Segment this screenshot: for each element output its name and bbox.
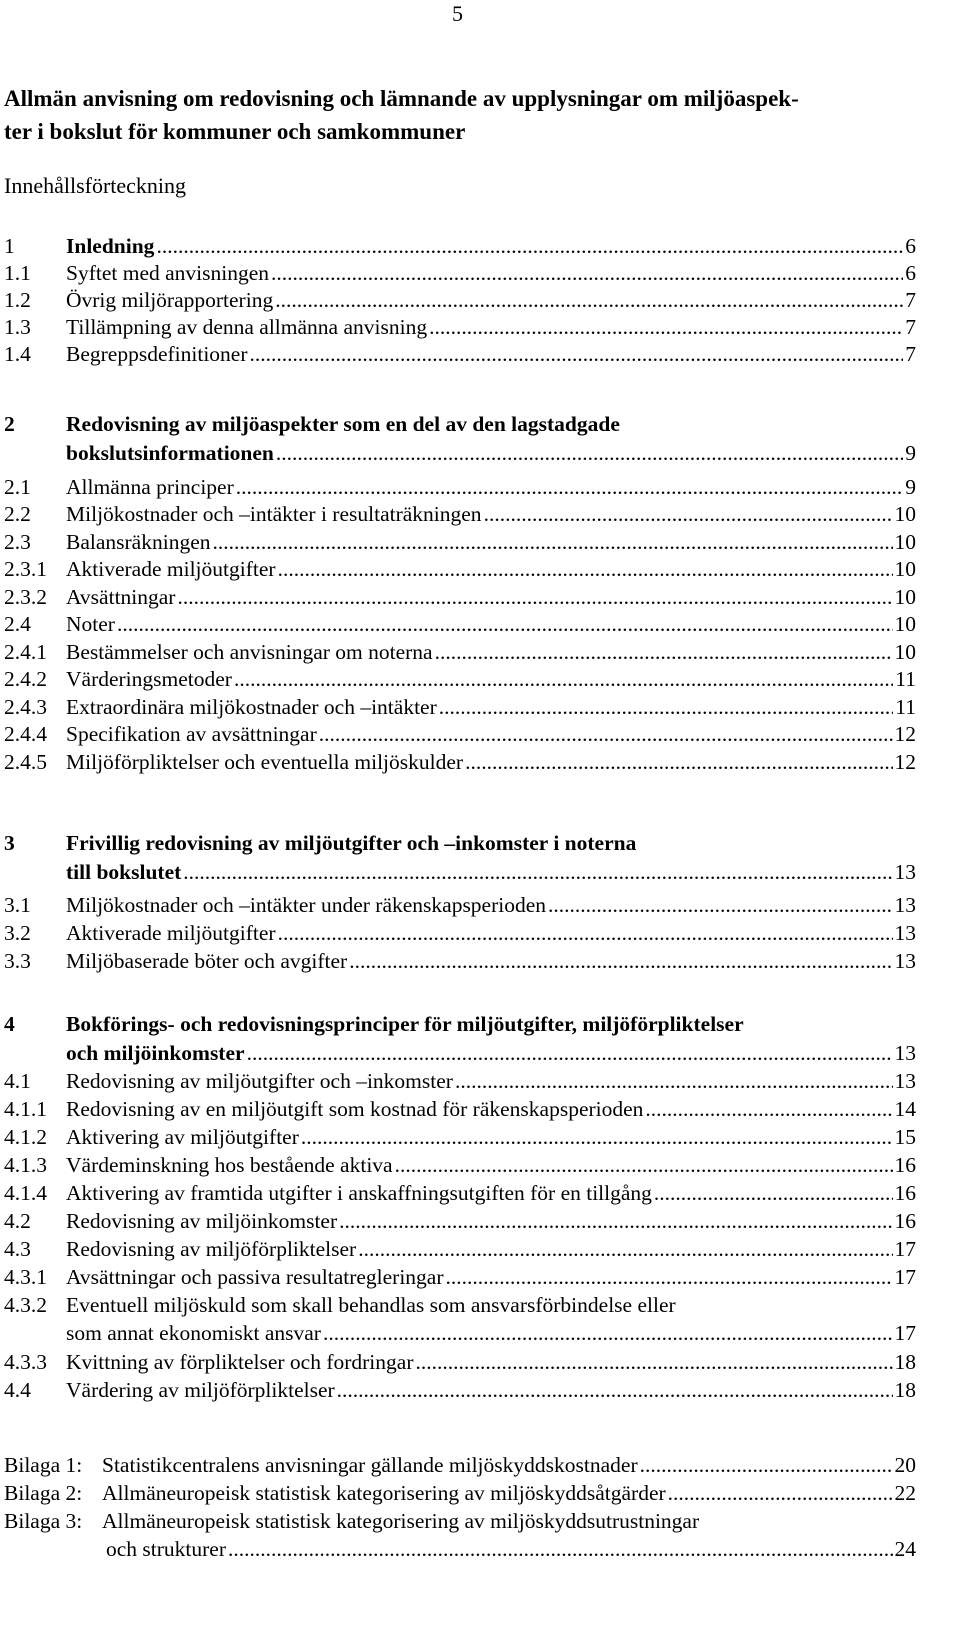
toc-number: 3.3 <box>4 949 31 973</box>
toc-title: Begreppsdefinitioner <box>66 342 248 366</box>
toc-title-line-1[interactable]: Frivillig redovisning av miljöutgifter och –inkomster i noterna <box>66 831 637 855</box>
toc-title: Aktiverade miljöutgifter <box>66 557 276 581</box>
toc-page: 17 <box>894 1237 916 1261</box>
toc-number: 3 <box>4 831 15 855</box>
toc-title: Aktiverade miljöutgifter <box>66 921 276 945</box>
toc-number: 4.3 <box>4 1237 31 1261</box>
appendix-label: Bilaga 2: <box>4 1481 83 1505</box>
toc-page: 14 <box>894 1097 916 1121</box>
toc-page: 20 <box>894 1453 916 1477</box>
toc-entry-4-1-2[interactable] <box>4 1124 916 1150</box>
toc-number: 4.3.2 <box>4 1293 47 1317</box>
toc-entry-4-1[interactable] <box>4 1068 916 1094</box>
toc-entry-1-1[interactable] <box>4 260 916 286</box>
appendix-label: Bilaga 1: <box>4 1453 83 1477</box>
toc-page: 16 <box>894 1209 916 1233</box>
toc-page: 10 <box>894 640 916 664</box>
toc-page: 11 <box>895 695 916 719</box>
toc-number: 2.4.3 <box>4 695 47 719</box>
toc-page: 11 <box>895 667 916 691</box>
toc-number: 2.3.1 <box>4 557 47 581</box>
toc-page: 17 <box>894 1265 916 1289</box>
toc-page: 12 <box>894 722 916 746</box>
toc-number: 2.4 <box>4 612 31 636</box>
toc-number: 2.4.1 <box>4 640 47 664</box>
toc-number: 4.3.1 <box>4 1265 47 1289</box>
toc-title: och strukturer <box>106 1537 227 1561</box>
toc-page: 6 <box>905 234 916 258</box>
toc-number: 2.3.2 <box>4 585 47 609</box>
toc-entry-2-4[interactable] <box>4 611 916 637</box>
toc-appendix-3[interactable] <box>4 1536 916 1562</box>
toc-title: Miljöförpliktelser och eventuella miljöskulder <box>66 750 464 774</box>
toc-number: 4.3.3 <box>4 1350 47 1374</box>
toc-title: Statistikcentralens anvisningar gällande miljöskyddskostnader <box>102 1453 638 1477</box>
toc-page: 7 <box>905 342 916 366</box>
toc-number: 4.1.3 <box>4 1153 47 1177</box>
toc-page: 18 <box>894 1378 916 1402</box>
toc-number: 3.1 <box>4 893 31 917</box>
toc-page: 7 <box>905 288 916 312</box>
toc-title: Syftet med anvisningen <box>66 261 270 285</box>
toc-entry-1[interactable] <box>4 233 916 259</box>
toc-entry-1-3[interactable] <box>4 314 916 340</box>
toc-title: Extraordinära miljökostnader och –intäkter <box>66 695 437 719</box>
toc-title: Allmänna principer <box>66 475 234 499</box>
toc-title: Redovisning av miljöinkomster <box>66 1209 338 1233</box>
toc-page: 7 <box>905 315 916 339</box>
toc-title: Miljökostnader och –intäkter under räkenskapsperioden <box>66 893 547 917</box>
toc-number: 4.1.4 <box>4 1181 47 1205</box>
toc-page: 10 <box>894 557 916 581</box>
toc-page: 17 <box>894 1321 916 1345</box>
toc-entry-1-2[interactable] <box>4 287 916 313</box>
toc-title: Allmäneuropeisk statistisk kategorisering av miljöskyddsåtgärder <box>102 1481 666 1505</box>
toc-number: 2.3 <box>4 530 31 554</box>
toc-entry-2-4-1[interactable] <box>4 639 916 665</box>
toc-title-line-1[interactable]: Bokförings- och redovisningsprinciper för miljöutgifter, miljöförpliktelser <box>66 1012 744 1036</box>
toc-number: 1.4 <box>4 342 31 366</box>
toc-title: Värderingsmetoder <box>66 667 232 691</box>
toc-page: 13 <box>894 1041 916 1065</box>
toc-entry-3-2[interactable] <box>4 920 916 946</box>
toc-page: 13 <box>894 1069 916 1093</box>
toc-number: 1.2 <box>4 288 31 312</box>
toc-title: som annat ekonomiskt ansvar <box>66 1321 321 1345</box>
toc-title: Tillämpning av denna allmänna anvisning <box>66 315 428 339</box>
toc-title: Aktivering av framtida utgifter i anskaffningsutgiften för en tillgång <box>66 1181 652 1205</box>
toc-entry-2-4-3[interactable] <box>4 694 916 720</box>
appendix-label: Bilaga 3: <box>4 1509 83 1533</box>
toc-entry-2-4-4[interactable] <box>4 721 916 747</box>
toc-entry-4-1-1[interactable] <box>4 1096 916 1122</box>
toc-page: 10 <box>894 530 916 554</box>
toc-title-line-1[interactable]: Redovisning av miljöaspekter som en del av den lagstadgade <box>66 412 620 436</box>
toc-page: 9 <box>905 475 916 499</box>
toc-title: Värdeminskning hos bestående aktiva <box>66 1153 393 1177</box>
toc-number: 4 <box>4 1012 15 1036</box>
toc-entry-4-1-4[interactable] <box>4 1180 916 1206</box>
title-line-1: Allmän anvisning om redovisning och lämnande av upplysningar om miljöaspek- <box>4 86 799 111</box>
toc-number: 4.2 <box>4 1209 31 1233</box>
toc-number: 2.1 <box>4 475 31 499</box>
toc-page: 22 <box>894 1481 916 1505</box>
toc-number: 2 <box>4 412 15 436</box>
toc-title: Redovisning av en miljöutgift som kostnad för räkenskapsperioden <box>66 1097 644 1121</box>
toc-title: Avsättningar och passiva resultatregleringar <box>66 1265 444 1289</box>
toc-page: 13 <box>894 949 916 973</box>
toc-entry-3-3[interactable] <box>4 948 916 974</box>
toc-title: Värdering av miljöförpliktelser <box>66 1378 335 1402</box>
toc-entry-2[interactable] <box>4 440 916 466</box>
toc-entry-2-3-2[interactable] <box>4 584 916 610</box>
toc-title: Balansräkningen <box>66 530 211 554</box>
toc-number: 4.1 <box>4 1069 31 1093</box>
toc-entry-4-3-1[interactable] <box>4 1264 916 1290</box>
toc-page: 16 <box>894 1153 916 1177</box>
toc-number: 3.2 <box>4 921 31 945</box>
toc-title: bokslutsinformationen <box>66 441 274 465</box>
toc-entry-2-4-2[interactable] <box>4 666 916 692</box>
toc-title: Inledning <box>66 234 155 258</box>
toc-title: Övrig miljörapportering <box>66 288 274 312</box>
toc-page: 6 <box>905 261 916 285</box>
toc-page: 12 <box>894 750 916 774</box>
document-title <box>4 82 924 148</box>
toc-number: 4.1.2 <box>4 1125 47 1149</box>
toc-entry-4-3-3[interactable] <box>4 1349 916 1375</box>
toc-entry-2-2[interactable] <box>4 501 916 527</box>
toc-entry-4[interactable] <box>4 1040 916 1066</box>
toc-number: 1.3 <box>4 315 31 339</box>
toc-title: Noter <box>66 612 115 636</box>
toc-entry-2-1[interactable] <box>4 474 916 500</box>
toc-appendix-1[interactable] <box>4 1452 916 1478</box>
toc-title-line-1[interactable]: Allmäneuropeisk statistisk kategorisering av miljöskyddsutrustningar <box>102 1509 700 1533</box>
toc-title: Miljöbaserade böter och avgifter <box>66 949 348 973</box>
toc-entry-4-4[interactable] <box>4 1377 916 1403</box>
toc-entry-2-4-5[interactable] <box>4 749 916 775</box>
page-number: 5 <box>452 1 463 26</box>
toc-page: 9 <box>905 441 916 465</box>
toc-title: Redovisning av miljöförpliktelser <box>66 1237 357 1261</box>
toc-entry-1-4[interactable] <box>4 341 916 367</box>
toc-page: 10 <box>894 585 916 609</box>
toc-number: 4.1.1 <box>4 1097 47 1121</box>
toc-title: till bokslutet <box>66 860 182 884</box>
toc-title-line-1[interactable]: Eventuell miljöskuld som skall behandlas som ansvarsförbindelse eller <box>66 1293 676 1317</box>
toc-title: Kvittning av förpliktelser och fordringar <box>66 1350 414 1374</box>
toc-page: 10 <box>894 612 916 636</box>
toc-title: Aktivering av miljöutgifter <box>66 1125 299 1149</box>
toc-number: 1 <box>4 234 15 258</box>
toc-appendix-2[interactable] <box>4 1480 916 1506</box>
toc-entry-3[interactable] <box>4 859 916 885</box>
toc-title: Bestämmelser och anvisningar om noterna <box>66 640 433 664</box>
toc-number: 2.4.5 <box>4 750 47 774</box>
toc-number: 2.4.4 <box>4 722 47 746</box>
toc-entry-4-2[interactable] <box>4 1208 916 1234</box>
toc-title: Redovisning av miljöutgifter och –inkomster <box>66 1069 453 1093</box>
toc-page: 16 <box>894 1181 916 1205</box>
toc-page: 18 <box>894 1350 916 1374</box>
toc-entry-2-3-1[interactable] <box>4 556 916 582</box>
toc-entry-4-3[interactable] <box>4 1236 916 1262</box>
toc-number: 2.4.2 <box>4 667 47 691</box>
toc-title: och miljöinkomster <box>66 1041 245 1065</box>
toc-page: 13 <box>894 893 916 917</box>
toc-entry-2-3[interactable] <box>4 529 916 555</box>
toc-page: 15 <box>894 1125 916 1149</box>
toc-entry-3-1[interactable] <box>4 892 916 918</box>
toc-heading: Innehållsförteckning <box>4 173 187 198</box>
toc-entry-4-1-3[interactable] <box>4 1152 916 1178</box>
toc-title: Miljökostnader och –intäkter i resultaträkningen <box>66 502 482 526</box>
title-line-2: ter i bokslut för kommuner och samkommuner <box>4 119 466 144</box>
toc-entry-4-3-2[interactable] <box>4 1320 916 1346</box>
toc-page: 10 <box>894 502 916 526</box>
toc-number: 2.2 <box>4 502 31 526</box>
toc-title: Specifikation av avsättningar <box>66 722 317 746</box>
toc-number: 4.4 <box>4 1378 31 1402</box>
toc-page: 24 <box>894 1537 916 1561</box>
toc-page: 13 <box>894 860 916 884</box>
toc-page: 13 <box>894 921 916 945</box>
toc-title: Avsättningar <box>66 585 176 609</box>
toc-number: 1.1 <box>4 261 31 285</box>
